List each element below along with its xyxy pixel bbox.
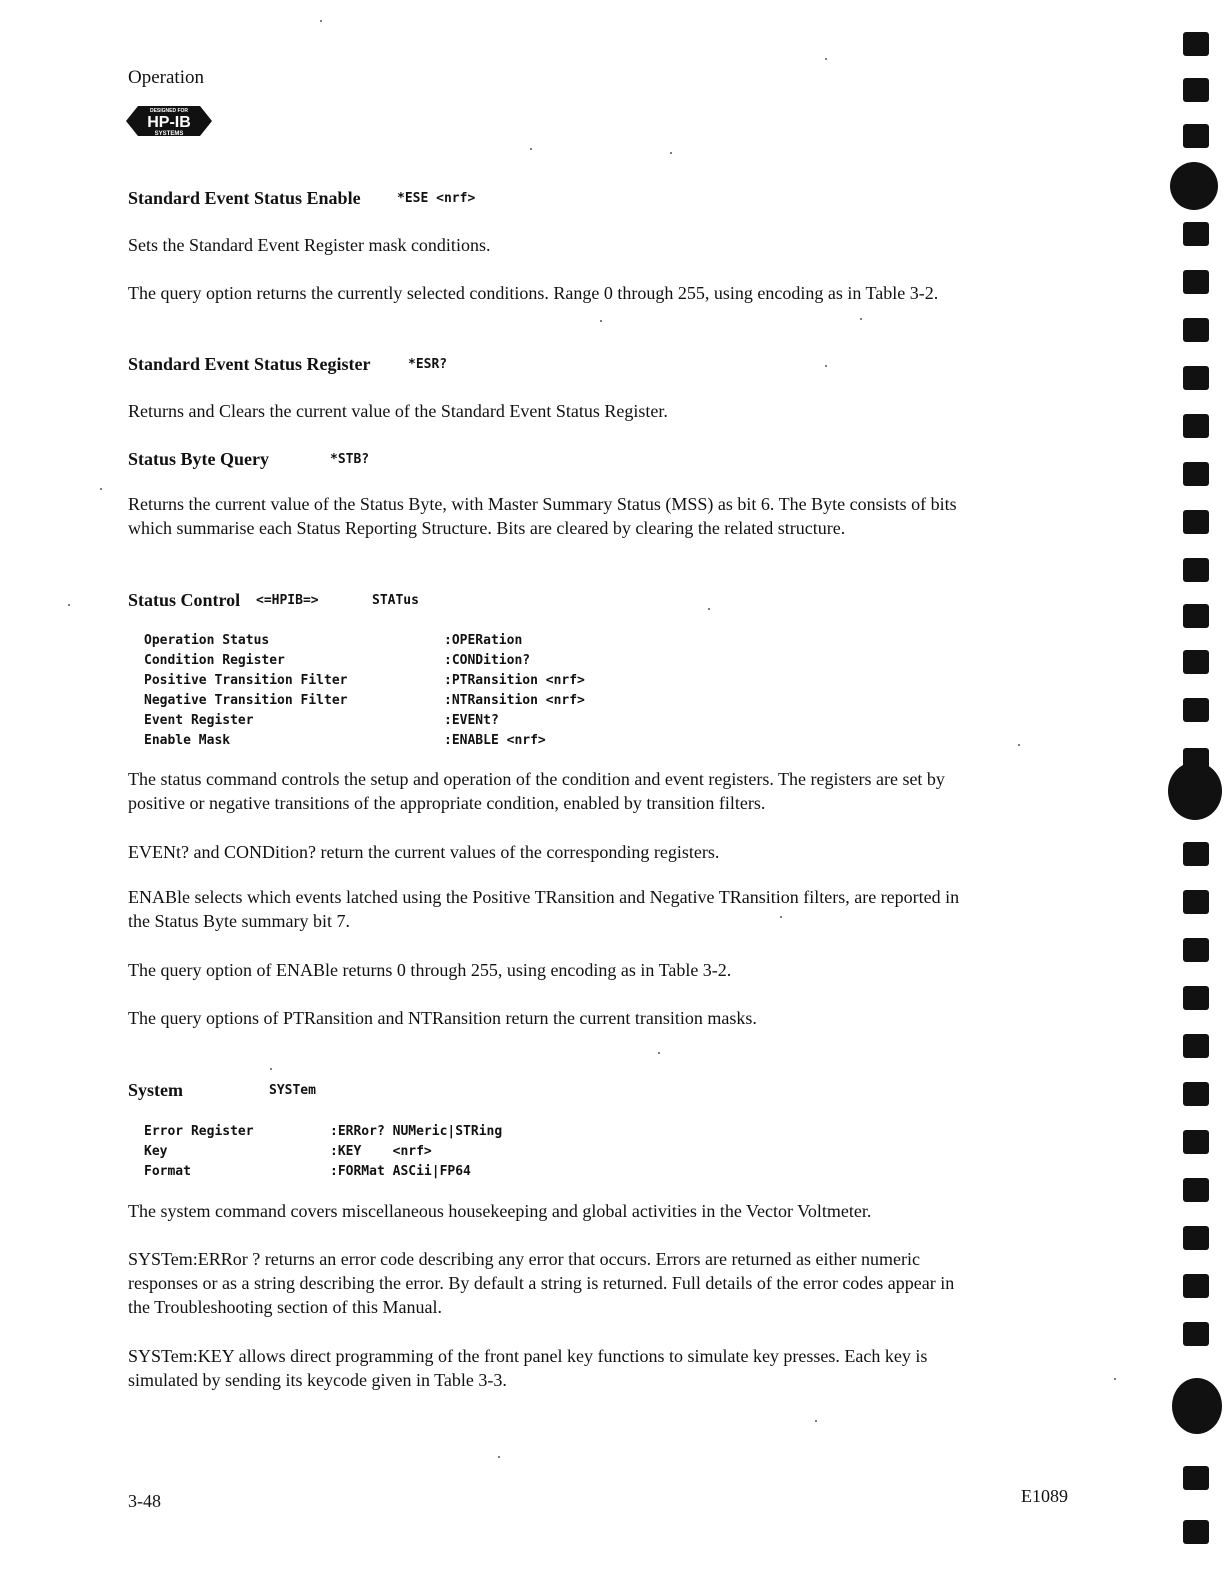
- binding-hole: [1183, 510, 1209, 534]
- status-paragraph-3-line-1: ENABle selects which events latched using the Positive TRansition and Negative TRansition filters, are reported in: [128, 887, 960, 907]
- status-paragraph-5: The query options of PTRansition and NTRansition return the current transition masks.: [128, 1008, 757, 1028]
- binding-hole: [1183, 938, 1209, 962]
- status-row-cmd: :ENABLE <nrf>: [444, 733, 546, 748]
- status-paragraph-1-line-1: The status command controls the setup and operation of the condition and event registers. The registers are set by: [128, 769, 945, 789]
- status-tag: <=HPIB=>: [256, 593, 319, 608]
- system-paragraph-2-line-1: SYSTem:ERRor ? returns an error code describing any error that occurs. Errors are returned as either numeric: [128, 1249, 920, 1269]
- binding-hole: [1183, 1226, 1209, 1250]
- scan-speck: [780, 916, 782, 918]
- binding-ring: [1168, 762, 1222, 820]
- system-row-cmd: :KEY <nrf>: [330, 1144, 432, 1159]
- binding-hole: [1183, 1520, 1209, 1544]
- binding-ring: [1172, 1378, 1222, 1434]
- scan-speck: [815, 1420, 817, 1422]
- page-number: 3-48: [128, 1491, 161, 1511]
- status-row-cmd: :PTRansition <nrf>: [444, 673, 585, 688]
- scan-speck: [1114, 1378, 1116, 1380]
- logo-top-text: DESIGNED FOR: [149, 108, 189, 114]
- status-paragraph-4: The query option of ENABle returns 0 through 255, using encoding as in Table 3-2.: [128, 960, 732, 980]
- binding-hole: [1183, 1274, 1209, 1298]
- esr-title: Standard Event Status Register: [128, 354, 371, 374]
- scan-speck: [68, 604, 70, 606]
- binding-hole: [1183, 318, 1209, 342]
- binding-hole: [1183, 78, 1209, 102]
- status-row-label: Enable Mask: [144, 733, 231, 748]
- binding-hole: [1183, 604, 1209, 628]
- status-row-cmd: :NTRansition <nrf>: [444, 693, 585, 708]
- scan-speck: [658, 1052, 660, 1054]
- scan-speck: [530, 148, 532, 150]
- system-row-label: Error Register: [144, 1124, 254, 1139]
- status-row-cmd: :CONDition?: [444, 653, 531, 668]
- stb-title: Status Byte Query: [128, 449, 269, 469]
- scan-speck: [708, 608, 710, 610]
- status-paragraph-2: EVENt? and CONDition? return the current values of the corresponding registers.: [128, 842, 720, 862]
- binding-ring: [1170, 162, 1218, 210]
- status-row-label: Positive Transition Filter: [144, 673, 348, 688]
- status-paragraph-1-line-2: positive or negative transitions of the appropriate condition, enabled by transition filters.: [128, 793, 766, 813]
- status-title: Status Control: [128, 590, 241, 610]
- binding-hole: [1183, 124, 1209, 148]
- binding-hole: [1183, 650, 1209, 674]
- binding-hole: [1183, 1082, 1209, 1106]
- scan-speck: [320, 20, 322, 22]
- binding-hole: [1183, 842, 1209, 866]
- ese-title: Standard Event Status Enable: [128, 188, 361, 208]
- scan-speck: [825, 58, 827, 60]
- binding-hole: [1183, 414, 1209, 438]
- esr-command: *ESR?: [408, 357, 448, 372]
- system-paragraph-2-line-2: responses or as a string describing the error. By default a string is returned. Full details of the error codes appear in: [128, 1273, 955, 1293]
- scan-speck: [860, 318, 862, 320]
- scan-speck: [825, 365, 827, 367]
- binding-hole: [1183, 558, 1209, 582]
- binding-hole: [1183, 1034, 1209, 1058]
- ese-command: *ESE <nrf>: [397, 191, 476, 206]
- binding-hole: [1183, 1322, 1209, 1346]
- system-title: System: [128, 1080, 183, 1100]
- status-row-cmd: :EVENt?: [444, 713, 499, 728]
- scan-speck: [100, 488, 102, 490]
- scan-speck: [498, 1456, 500, 1458]
- binding-hole: [1183, 1130, 1209, 1154]
- system-paragraph-3-line-1: SYSTem:KEY allows direct programming of the front panel key functions to simulate key presses. Each key is: [128, 1346, 928, 1366]
- status-paragraph-3-line-2: the Status Byte summary bit 7.: [128, 911, 350, 931]
- stb-paragraph-line-2: which summarise each Status Reporting Structure. Bits are cleared by clearing the related structure.: [128, 518, 846, 538]
- section-heading: Operation: [128, 67, 204, 88]
- binding-hole: [1183, 1178, 1209, 1202]
- scan-speck: [270, 1068, 272, 1070]
- status-row-label: Event Register: [144, 713, 254, 728]
- system-row-cmd: :FORMat ASCii|FP64: [330, 1164, 471, 1179]
- stb-command: *STB?: [330, 452, 370, 467]
- system-paragraph-3-line-2: simulated by sending its keycode given in Table 3-3.: [128, 1370, 507, 1390]
- binding-hole: [1183, 462, 1209, 486]
- logo-bottom-text: SYSTEMS: [154, 131, 184, 137]
- status-command-table: [144, 633, 664, 753]
- system-row-cmd: :ERRor? NUMeric|STRing: [330, 1124, 503, 1139]
- system-paragraph-1: The system command covers miscellaneous housekeeping and global activities in the Vector Voltmeter.: [128, 1201, 872, 1221]
- scan-speck: [1018, 744, 1020, 746]
- binding-hole: [1183, 698, 1209, 722]
- binding-hole: [1183, 366, 1209, 390]
- status-row-label: Operation Status: [144, 633, 270, 648]
- system-paragraph-2-line-3: the Troubleshooting section of this Manual.: [128, 1297, 442, 1317]
- binding-hole: [1183, 32, 1209, 56]
- document-code: E1089: [1021, 1486, 1068, 1506]
- system-command: SYSTem: [269, 1083, 316, 1098]
- binding-hole: [1183, 222, 1209, 246]
- esr-paragraph-1: Returns and Clears the current value of the Standard Event Status Register.: [128, 401, 668, 421]
- system-command-table: [144, 1124, 564, 1184]
- status-command: STATus: [372, 593, 419, 608]
- system-row-label: Key: [144, 1144, 168, 1159]
- hp-ib-logo: [126, 100, 212, 142]
- binding-hole: [1183, 1466, 1209, 1490]
- binding-hole: [1183, 986, 1209, 1010]
- status-row-cmd: :OPERation: [444, 633, 523, 648]
- status-row-label: Negative Transition Filter: [144, 693, 348, 708]
- scan-speck: [600, 320, 602, 322]
- system-row-label: Format: [144, 1164, 191, 1179]
- status-row-label: Condition Register: [144, 653, 285, 668]
- binding-hole: [1183, 270, 1209, 294]
- ese-paragraph-2: The query option returns the currently selected conditions. Range 0 through 255, using encoding as in Table 3-2.: [128, 283, 939, 303]
- binding-hole: [1183, 890, 1209, 914]
- stb-paragraph-line-1: Returns the current value of the Status Byte, with Master Summary Status (MSS) as bit 6. The Byte consists of bits: [128, 494, 957, 514]
- scan-speck: [670, 152, 672, 154]
- logo-main-text: HP-IB: [147, 114, 191, 131]
- ese-paragraph-1: Sets the Standard Event Register mask conditions.: [128, 235, 491, 255]
